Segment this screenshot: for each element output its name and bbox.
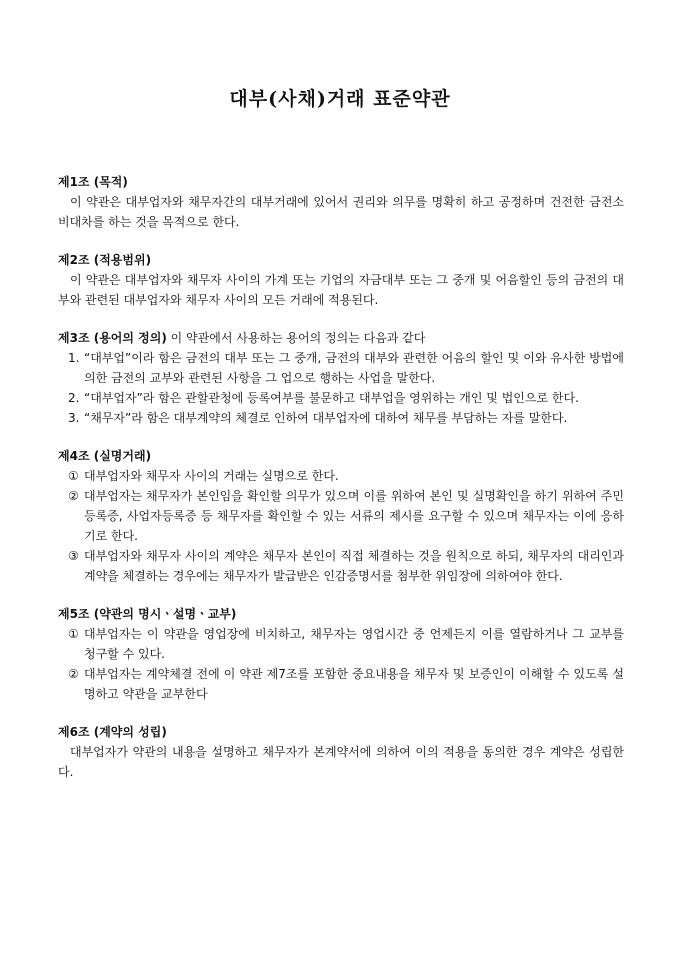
article-heading	[58, 722, 624, 742]
article-heading	[58, 446, 624, 466]
article-1	[58, 172, 624, 232]
article-4	[58, 446, 624, 586]
article-heading-label: 제5조 (약관의 명시ㆍ설명ㆍ교부)	[58, 607, 237, 621]
document-body	[58, 172, 624, 800]
item-marker: 1.	[68, 351, 80, 365]
article-item	[58, 624, 624, 664]
article-text: 대부업자가 약관의 내용을 설명하고 채무자가 본계약서에 의하여 이의 적용을 동의한 경우 계약은 성립한다.	[58, 745, 624, 779]
article-heading-label: 제2조 (적용범위)	[58, 253, 152, 267]
item-marker: ②	[68, 489, 79, 503]
article-heading	[58, 172, 624, 192]
article-heading-label: 제6조 (계약의 성립)	[58, 725, 167, 739]
article-item	[58, 348, 624, 388]
article-item	[58, 664, 624, 704]
article-item	[58, 466, 624, 486]
article-heading-label: 제3조 (용어의 정의)	[58, 331, 167, 345]
article-heading	[58, 250, 624, 270]
article-heading	[58, 328, 624, 348]
item-text: “대부업자”라 함은 관할관청에 등록여부를 불문하고 대부업을 영위하는 개인 및 법인으로 한다.	[84, 391, 579, 405]
item-text: 대부업자와 채무자 사이의 거래는 실명으로 한다.	[84, 469, 339, 483]
item-text: “채무자”라 함은 대부계약의 체결로 인하여 대부업자에 대하여 채무를 부담하는 자를 말한다.	[84, 411, 568, 425]
article-heading-text: 이 약관에서 사용하는 용어의 정의는 다음과 같다	[166, 331, 426, 345]
article-item	[58, 388, 624, 408]
article-item	[58, 546, 624, 586]
article-3	[58, 328, 624, 428]
article-item	[58, 408, 624, 428]
item-marker: 3.	[68, 411, 80, 425]
item-text: 대부업자는 계약체결 전에 이 약관 제7조를 포함한 중요내용을 채무자 및 보증인이 이해할 수 있도록 설명하고 약관을 교부한다	[84, 667, 624, 701]
article-2	[58, 250, 624, 310]
item-marker: 2.	[68, 391, 80, 405]
item-marker: ①	[68, 627, 79, 641]
item-marker: ③	[68, 549, 79, 563]
article-6	[58, 722, 624, 782]
article-5	[58, 604, 624, 704]
article-heading	[58, 604, 624, 624]
article-text: 이 약관은 대부업자와 채무자 사이의 가계 또는 기업의 자금대부 또는 그 중개 및 어음할인 등의 금전의 대부와 관련된 대부업자와 채무자 사이의 모든 거래에 적용된다.	[58, 273, 624, 307]
item-marker: ①	[68, 469, 79, 483]
document-title: 대부(사채)거래 표준약관	[229, 88, 451, 110]
article-items	[58, 624, 624, 704]
article-heading-label: 제1조 (목적)	[58, 175, 128, 189]
article-text: 이 약관은 대부업자와 채무자간의 대부거래에 있어서 권리와 의무를 명확히 하고 공정하며 건전한 금전소비대차를 하는 것을 목적으로 한다.	[58, 195, 624, 229]
article-item	[58, 486, 624, 546]
article-items	[58, 466, 624, 586]
item-text: 대부업자와 채무자 사이의 계약은 채무자 본인이 직접 체결하는 것을 원칙으로 하되, 채무자의 대리인과 계약을 체결하는 경우에는 채무자가 발급받은 인감증명서를 첨부한 위임장에 의하여야 한다.	[84, 549, 624, 583]
article-items	[58, 348, 624, 428]
item-text: “대부업”이라 함은 금전의 대부 또는 그 중개, 금전의 대부와 관련한 어음의 할인 및 이와 유사한 방법에 의한 금전의 교부와 관련된 사항을 그 업으로 행하는 사업을 말한다.	[84, 351, 624, 385]
item-marker: ②	[68, 667, 79, 681]
article-heading-label: 제4조 (실명거래)	[58, 449, 152, 463]
item-text: 대부업자는 채무자가 본인임을 확인할 의무가 있으며 이를 위하여 본인 및 실명확인을 하기 위하여 주민등록증, 사업자등록증 등 채무자를 확인할 수 있는 서류의 제시를 요구할 수 있으며 채무자는 이에 응하기로 한다.	[84, 489, 624, 543]
item-text: 대부업자는 이 약관을 영업장에 비치하고, 채무자는 영업시간 중 언제든지 이를 열람하거나 그 교부를 청구할 수 있다.	[84, 627, 624, 661]
